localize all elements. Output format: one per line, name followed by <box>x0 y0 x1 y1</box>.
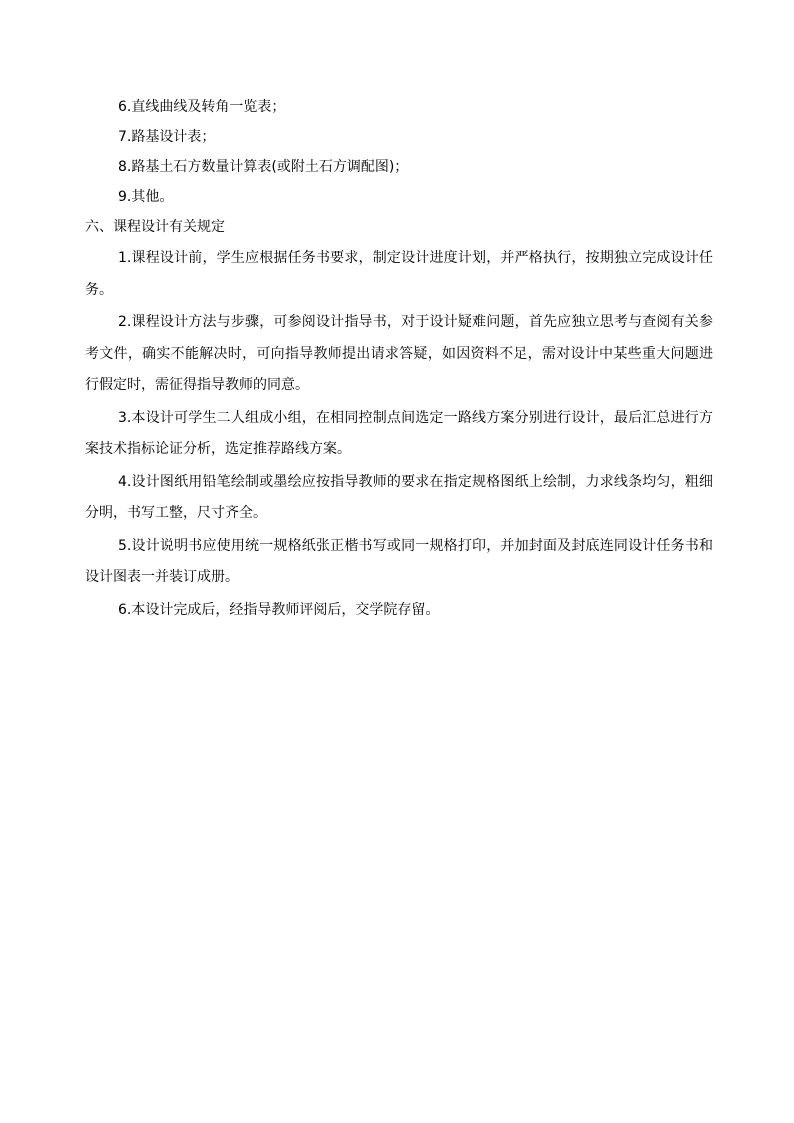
rule-paragraph-5: 5.设计说明书应使用统一规格纸张正楷书写或同一规格打印，并加封面及封底连同设计任务书和设计图表一并装订成册。 <box>85 537 713 585</box>
section-heading: 六、课程设计有关规定 <box>85 219 225 235</box>
rule-paragraph-4: 4.设计图纸用铅笔绘制或墨绘应按指导教师的要求在指定规格图纸上绘制，力求线条均匀，粗细分明，书写工整，尺寸齐全。 <box>85 473 713 521</box>
deliverable-item-7: 7.路基设计表； <box>118 129 216 145</box>
page-content <box>85 92 713 626</box>
rule-paragraph-1: 1.课程设计前，学生应根据任务书要求，制定设计进度计划，并严格执行，按期独立完成设计任务。 <box>85 250 713 298</box>
rule-paragraph-2: 2.课程设计方法与步骤，可参阅设计指导书，对于设计疑难问题，首先应独立思考与查阅有关参考文件，确实不能解决时，可向指导教师提出请求答疑，如因资料不足，需对设计中某些重大问题进行假定时，需征得指导教师的同意。 <box>85 314 713 393</box>
deliverable-item-6: 6.直线曲线及转角一览表； <box>118 99 286 115</box>
rule-paragraph-6: 6.本设计完成后，经指导教师评阅后，交学院存留。 <box>118 601 440 618</box>
deliverable-item-8: 8.路基土石方数量计算表(或附土石方调配图)； <box>118 159 409 175</box>
rule-paragraph-3: 3.本设计可学生二人组成小组，在相同控制点间选定一路线方案分别进行设计，最后汇总进行方案技术指标论证分析，选定推荐路线方案。 <box>85 409 713 457</box>
deliverable-item-9: 9.其他。 <box>118 189 174 205</box>
